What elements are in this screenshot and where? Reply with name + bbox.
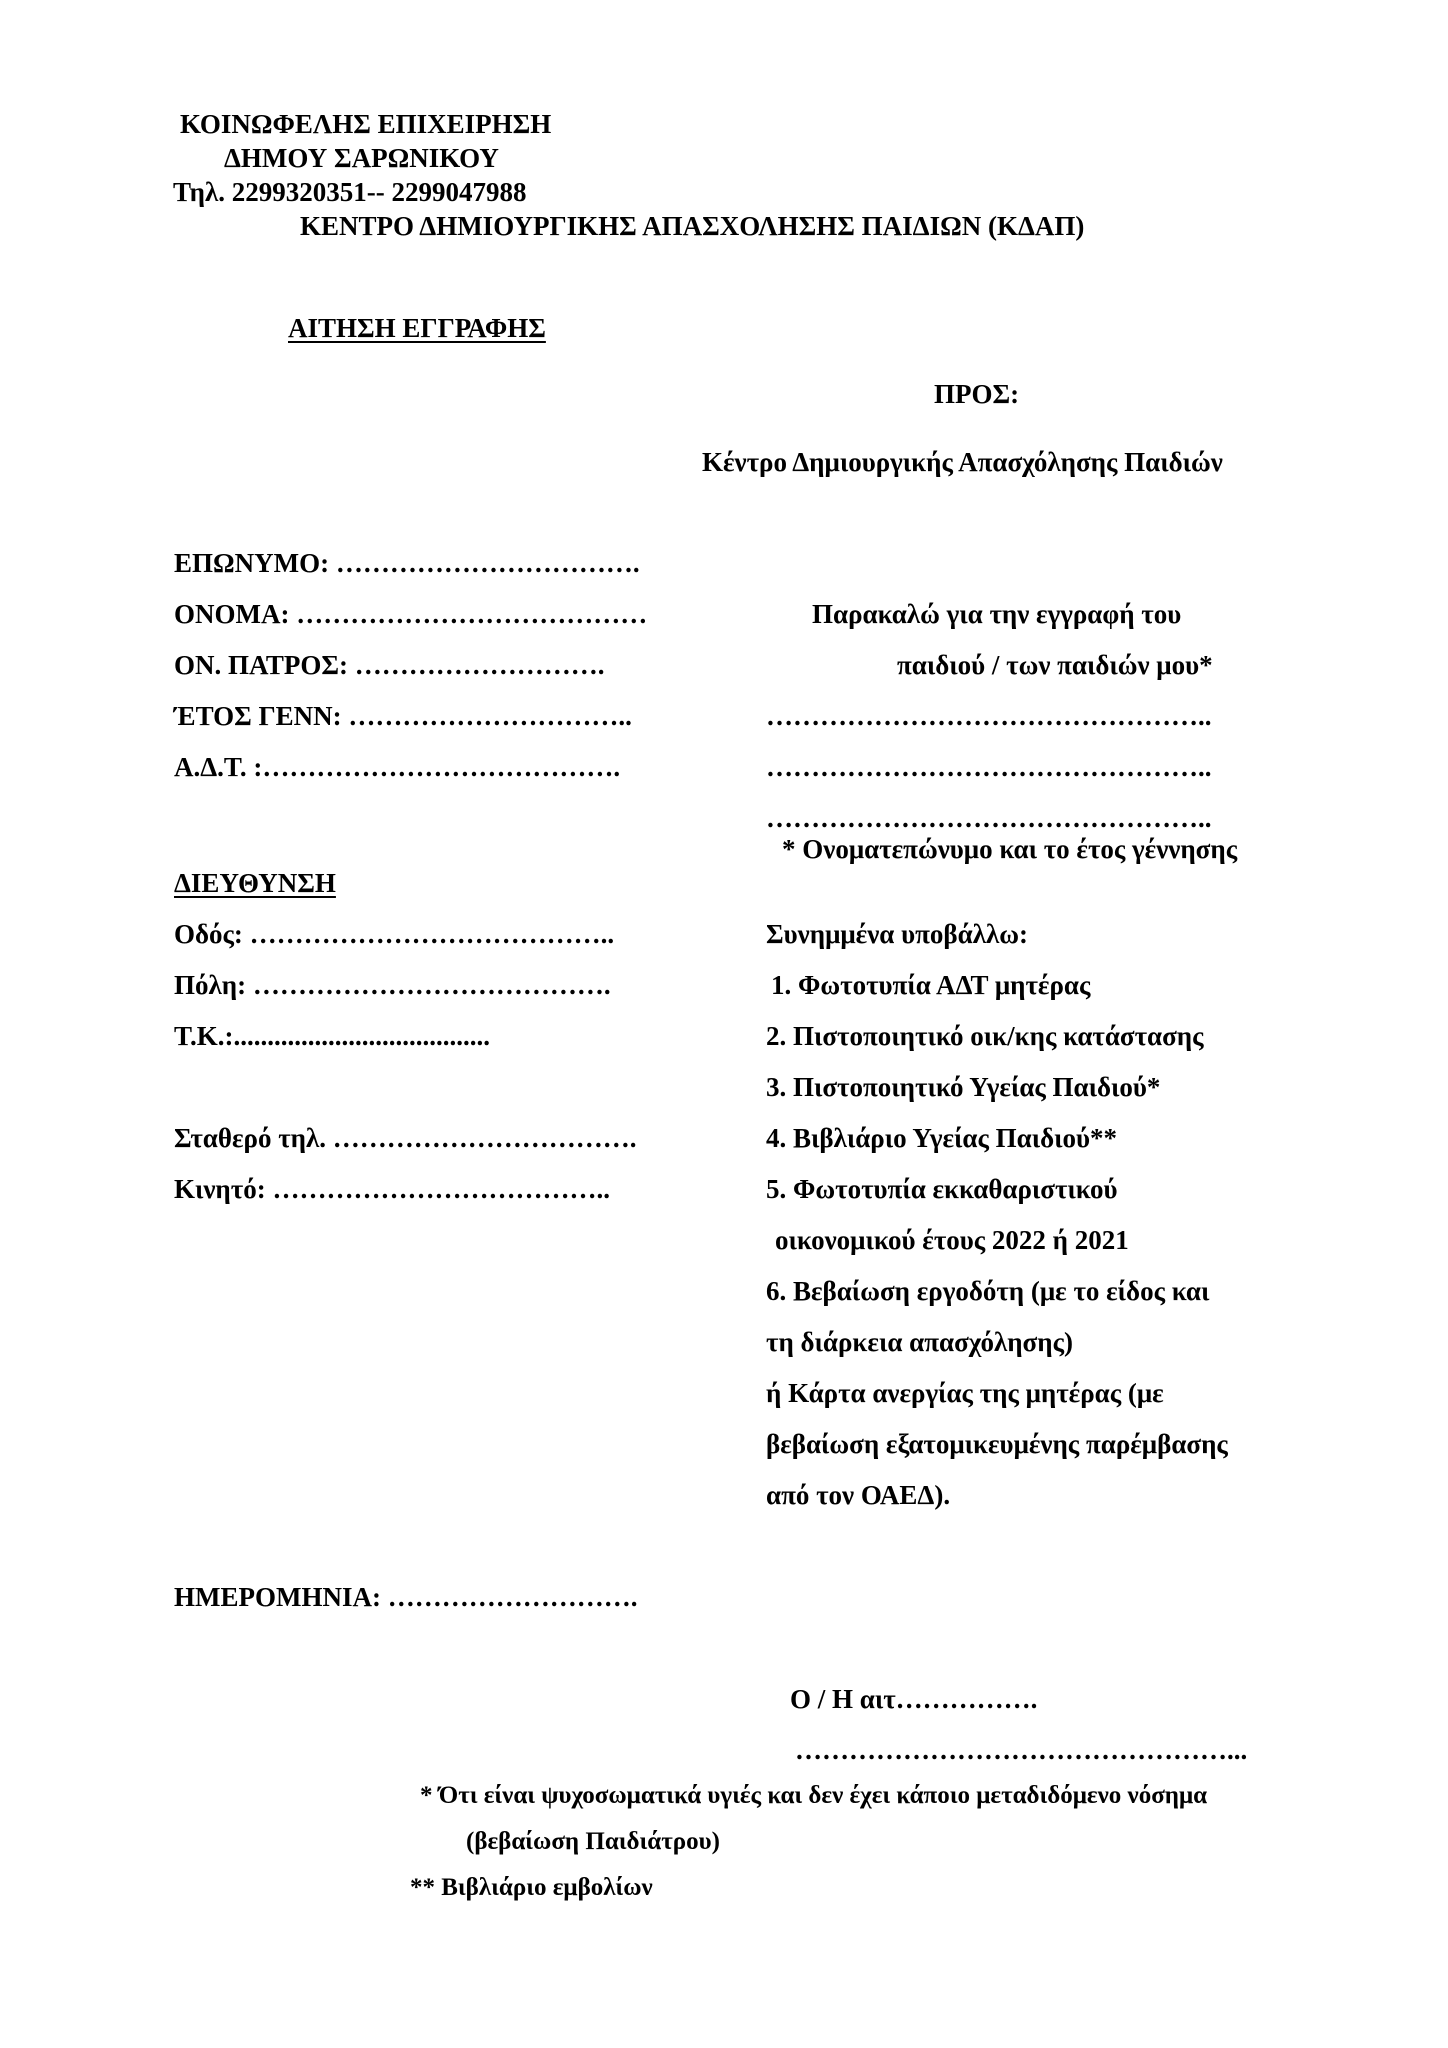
request-line2: παιδιού / των παιδιών μου* [897,650,1213,680]
first-name-field[interactable]: ΟΝΟΜΑ: ………………………………… [174,599,648,629]
date-field[interactable]: ΗΜΕΡΟΜΗΝΙΑ: ………………………. [174,1582,638,1612]
signature-line[interactable]: …………………………………………... [795,1735,1248,1765]
city-field[interactable]: Πόλη: …………………………………. [174,970,611,1000]
street-field[interactable]: Οδός: ………………………………….. [174,919,615,949]
footnote-1-cont: (βεβαίωση Παιδιάτρου) [466,1828,720,1855]
child-name-blank-2[interactable]: ………………………………………….. [766,752,1212,782]
org-name-line2: ΔΗΜΟΥ ΣΑΡΩΝΙΚΟΥ [224,143,499,173]
attachment-line: 2. Πιστοποιητικό οικ/κης κατάστασης [766,1021,1204,1051]
request-line1: Παρακαλώ για την εγγραφή του [812,599,1182,629]
request-note: * Ονοματεπώνυμο και το έτος γέννησης [782,834,1238,864]
attachment-line: 4. Βιβλιάριο Υγείας Παιδιού** [766,1123,1117,1153]
attachment-line: 5. Φωτοτυπία εκκαθαριστικού [766,1174,1118,1204]
attachment-line: 1. Φωτοτυπία ΑΔΤ μητέρας [771,970,1091,1000]
attachment-line: 3. Πιστοποιητικό Υγείας Παιδιού* [766,1072,1161,1102]
address-heading: ΔΙΕΥΘΥΝΣΗ [174,868,336,898]
attachment-line: 6. Βεβαίωση εργοδότη (με το είδος και [766,1276,1210,1306]
recipient-name: Κέντρο Δημιουργικής Απασχόλησης Παιδιών [702,447,1223,477]
landline-field[interactable]: Σταθερό τηλ. ……………………………. [174,1123,637,1153]
footnote-2: ** Βιβλιάριο εμβολίων [410,1874,653,1901]
center-name: ΚΕΝΤΡΟ ΔΗΜΙΟΥΡΓΙΚΗΣ ΑΠΑΣΧΟΛΗΣΗΣ ΠΑΙΔΙΩΝ (ΚΔΑΠ) [300,211,1085,241]
attachment-line: από τον ΟΑΕΔ). [766,1480,951,1510]
attachment-line: οικονομικού έτους 2022 ή 2021 [775,1225,1129,1255]
attachment-line: τη διάρκεια απασχόλησης) [766,1327,1073,1357]
attachments-heading: Συνημμένα υποβάλλω: [766,919,1028,949]
org-name-line1: ΚΟΙΝΩΦΕΛΗΣ ΕΠΙΧΕΙΡΗΣΗ [180,109,552,139]
surname-field[interactable]: ΕΠΩΝΥΜΟ: ……………………………. [174,548,640,578]
postal-code-field[interactable]: Τ.Κ.:...................................... [174,1021,490,1051]
id-number-field[interactable]: Α.Δ.Τ. :…………………………………. [174,752,621,782]
attachment-line: ή Κάρτα ανεργίας της μητέρας (με [766,1378,1164,1408]
mobile-field[interactable]: Κινητό: ……………………………….. [174,1174,610,1204]
org-phone: Τηλ. 2299320351-- 2299047988 [173,177,527,207]
child-name-blank-1[interactable]: ………………………………………….. [766,701,1212,731]
recipient-label: ΠΡΟΣ: [934,379,1020,409]
father-name-field[interactable]: ΟΝ. ΠΑΤΡΟΣ: ………………………. [174,650,605,680]
form-title: ΑΙΤΗΣΗ ΕΓΓΡΑΦΗΣ [288,313,546,343]
birth-year-field[interactable]: ΈΤΟΣ ΓΕΝΝ: ………………………….. [174,701,632,731]
attachment-line: βεβαίωση εξατομικευμένης παρέμβασης [766,1429,1228,1459]
signature-label: Ο / Η αιτ……………. [790,1684,1038,1714]
footnote-1: * Ότι είναι ψυχοσωματικά υγιές και δεν έχει κάποιο μεταδιδόμενο νόσημα [420,1782,1208,1809]
child-name-blank-3[interactable]: ………………………………………….. [766,803,1212,833]
